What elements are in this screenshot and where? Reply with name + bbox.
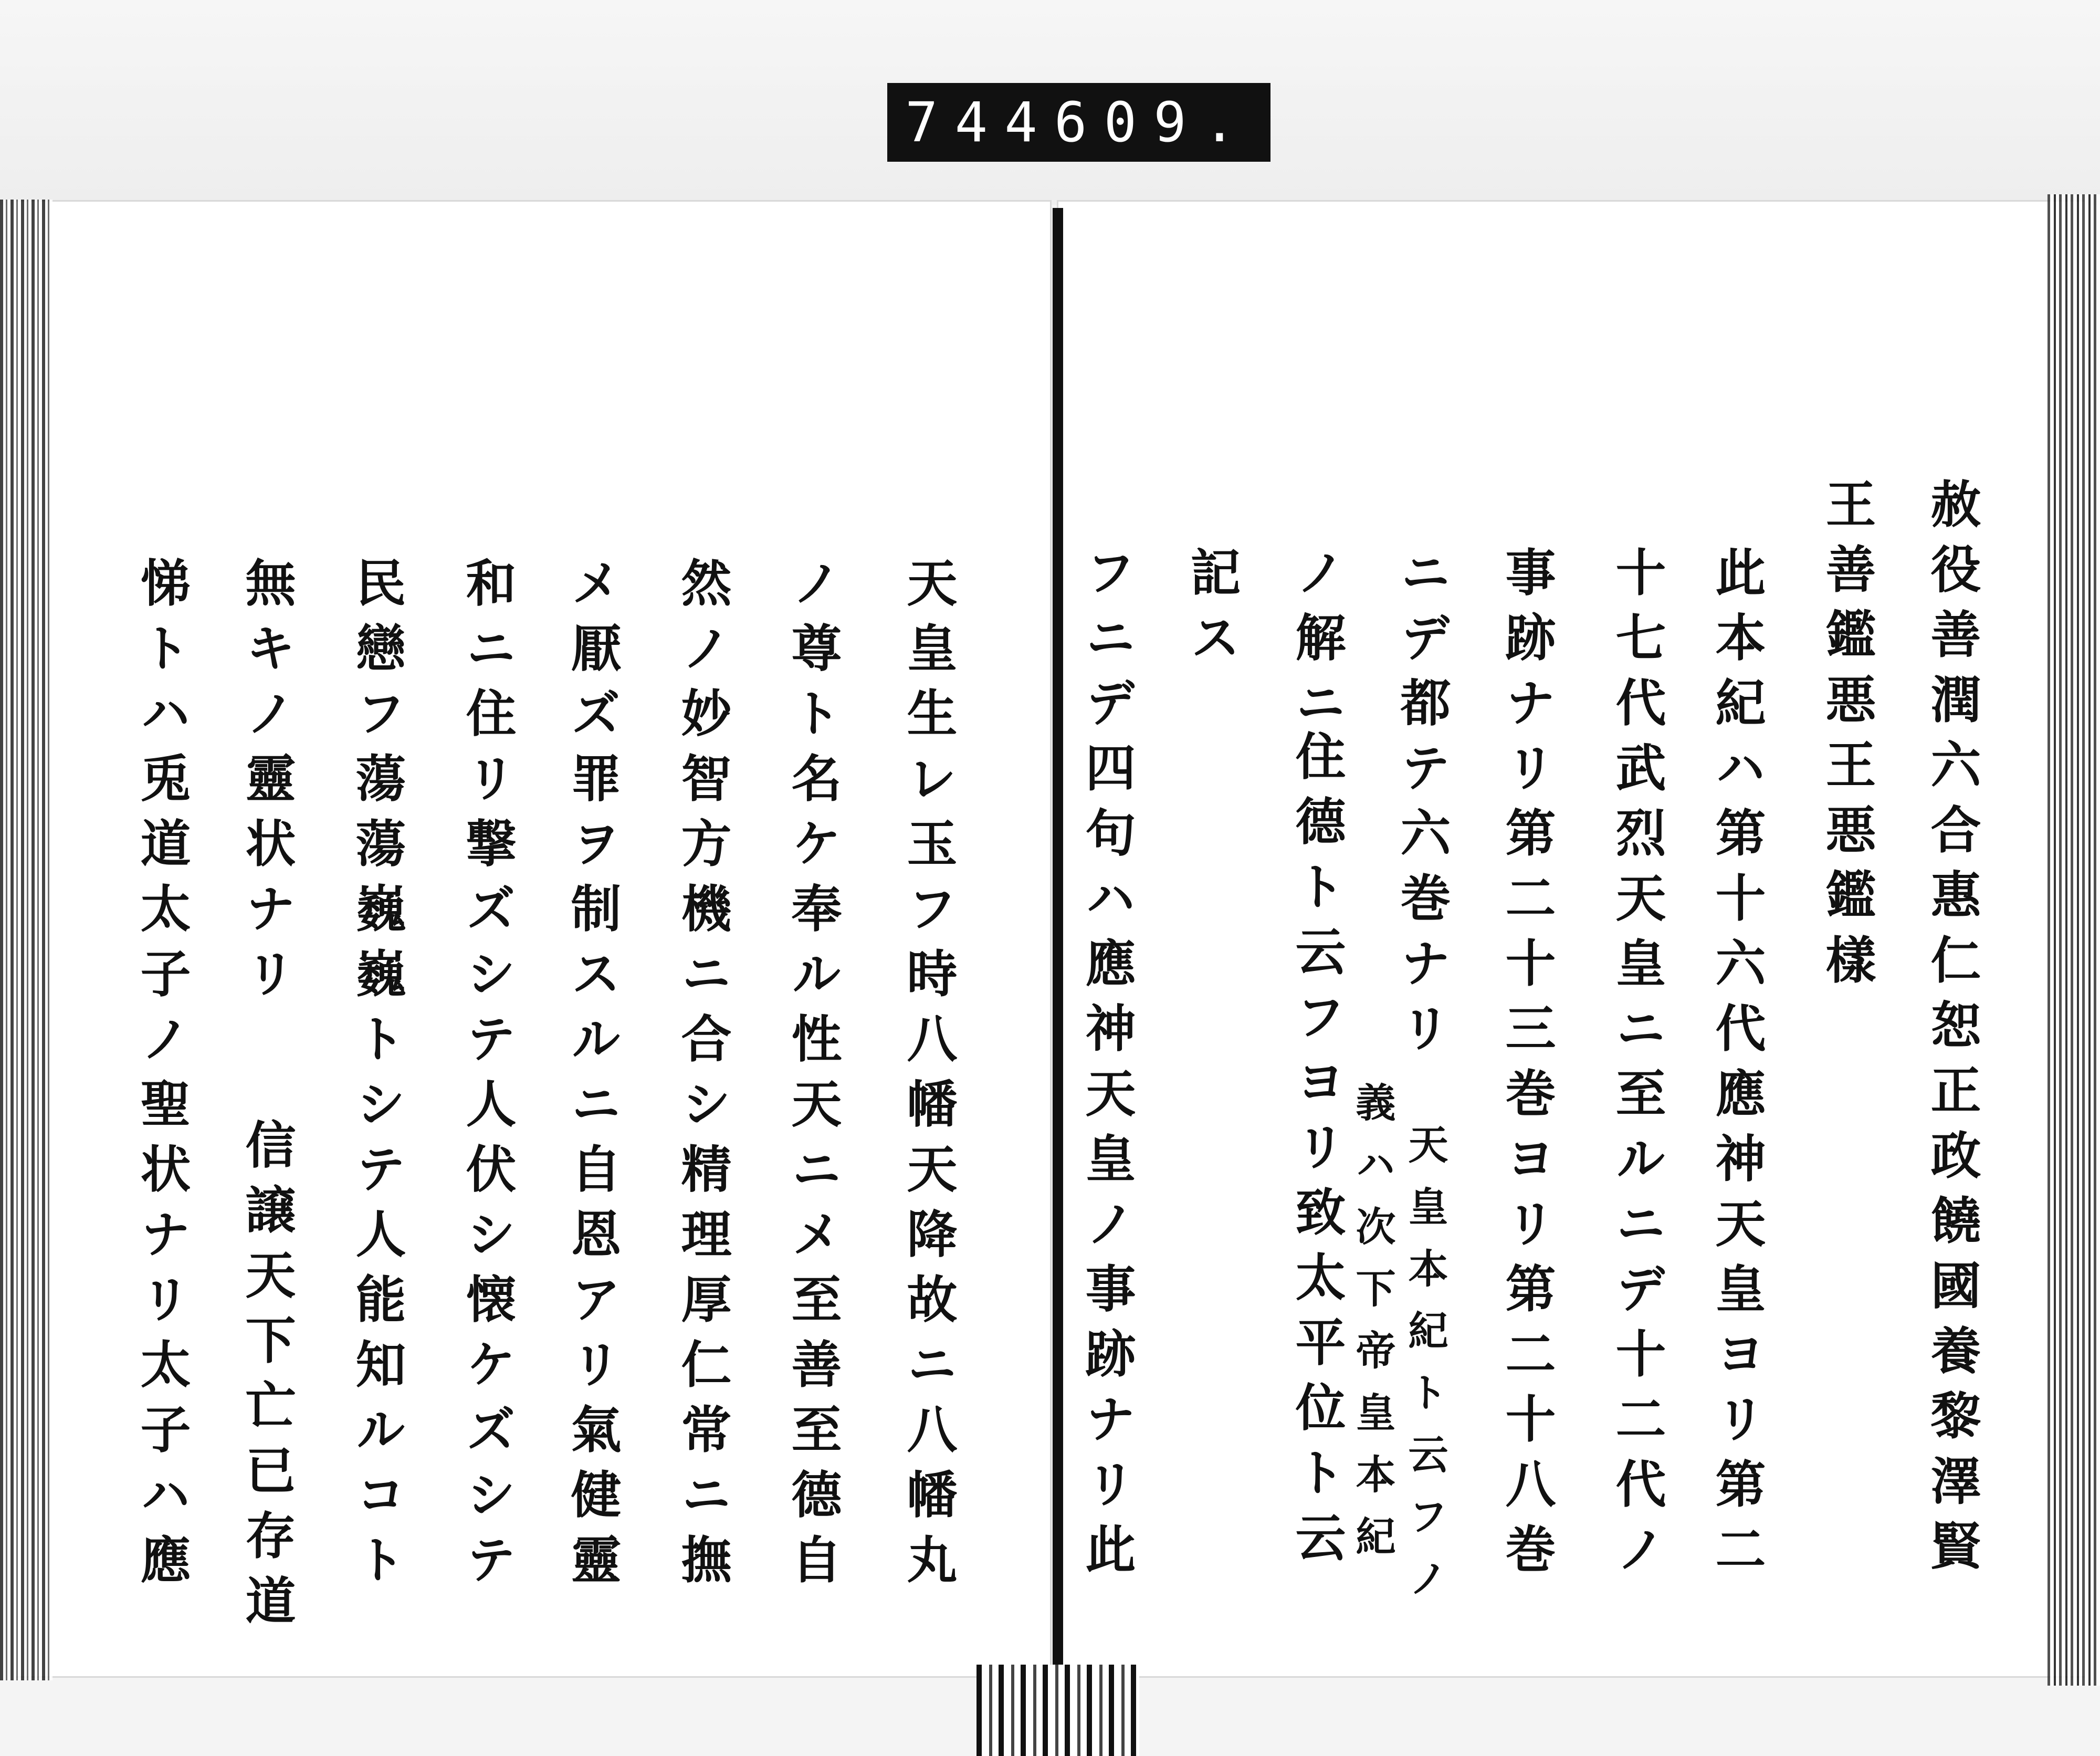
right-page-note-2: 義ハ次下帝皇本紀 bbox=[1349, 1082, 1396, 1577]
left-page-line-3: 然ノ妙智方機ニ合シ精理厚仁常ニ撫 bbox=[673, 557, 732, 1598]
right-page-line-3: 此本紀ハ第十六代應神天皇ヨリ第二 bbox=[1707, 546, 1767, 1588]
right-page-line-1: 赦役善潤六合惠仁恕正政饒國養黎澤賢 bbox=[1923, 478, 1982, 1585]
frame-right-number: 609. bbox=[1054, 90, 1253, 154]
right-page-line-6: ニデ都テ六巻ナリ bbox=[1392, 546, 1452, 1067]
right-page-line-7: ノ解ニ bbox=[1287, 546, 1347, 741]
left-page-line-1: 天皇生レ玉フ時八幡天降故ニ八幡丸 bbox=[899, 557, 958, 1598]
left-page-line-4: メ厭ズ罪ヲ制スルニ自恩アリ氣健靈 bbox=[563, 557, 622, 1598]
left-page-line-2: ノ尊ト名ケ奉ル性天ニメ至善至德自 bbox=[783, 557, 843, 1598]
right-page-line-5: 事跡ナリ第二十三巻ヨリ第二十八巻 bbox=[1497, 546, 1557, 1588]
left-page-edge bbox=[0, 200, 52, 1680]
left-page-line-5: 和ニ住リ撃ズシテ人伏シ懐ケズシテ bbox=[458, 557, 517, 1598]
left-page-line-9: 悌トハ兎道太子ノ聖状ナリ太子ハ應 bbox=[132, 557, 192, 1598]
left-page-line-7: 無キノ靈状ナリ bbox=[237, 557, 297, 1012]
frame-left-number: 744 bbox=[905, 90, 1054, 154]
right-page-line-10: フニデ四句ハ應神天皇ノ事跡ナリ此 bbox=[1077, 546, 1137, 1588]
frame-number-label bbox=[887, 83, 1270, 162]
spine-bottom-edge bbox=[976, 1665, 1139, 1756]
right-page-line-9: 記ス bbox=[1182, 546, 1242, 676]
left-page-line-8: 信譲天下亡已存道 bbox=[237, 1119, 297, 1639]
right-page-note-1: 天皇本紀ト云フノ bbox=[1402, 1124, 1448, 1619]
right-page-line-8: 住德ト云フヨリ致太平位ト云 bbox=[1287, 730, 1347, 1576]
book-spine bbox=[1053, 208, 1063, 1756]
right-page-edge bbox=[2048, 194, 2100, 1686]
left-page-line-6: 民戀フ蕩蕩巍巍トシテ人能知ルコト bbox=[348, 557, 407, 1598]
right-page-line-2: 王善鑑悪王悪鑑樣 bbox=[1818, 478, 1877, 999]
right-page-line-4: 十七代武烈天皇ニ至ルニデ十二代ノ bbox=[1608, 546, 1667, 1588]
